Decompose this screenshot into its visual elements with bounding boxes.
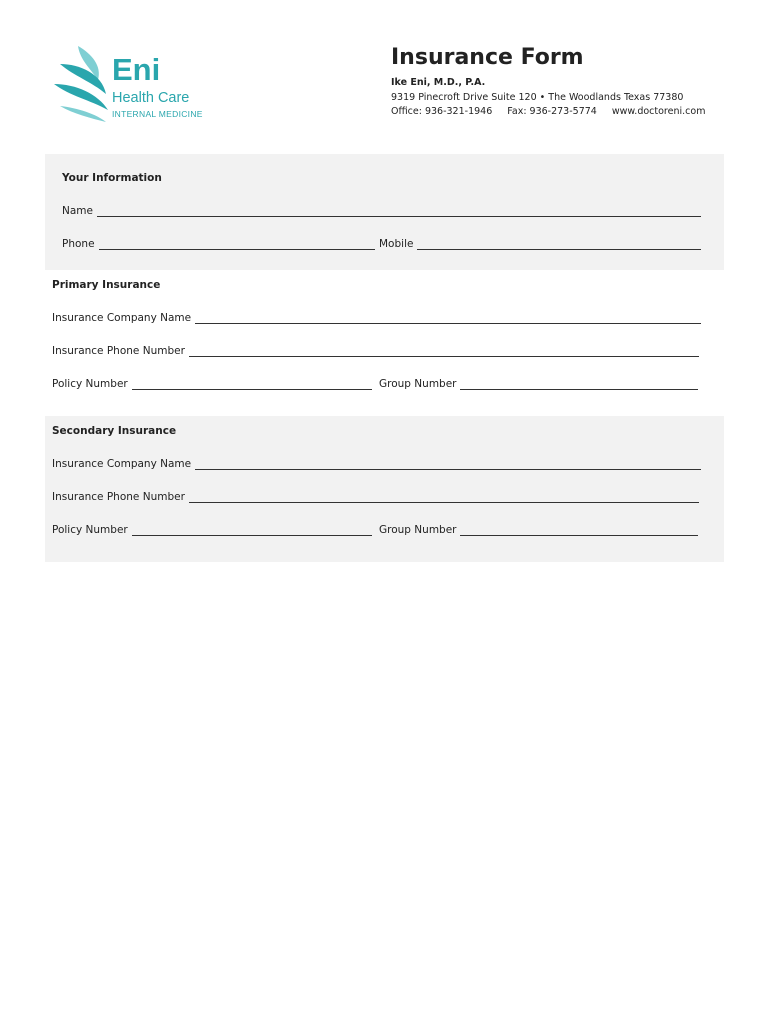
group-field[interactable] — [460, 379, 698, 390]
page-title: Insurance Form — [391, 45, 584, 70]
doctor-name: Ike Eni, M.D., P.A. — [391, 77, 486, 88]
office-phone: Office: 936-321-1946 — [391, 106, 493, 117]
company-field-row — [52, 458, 701, 470]
logo-brand: Eni — [112, 52, 161, 87]
phone-field[interactable] — [99, 239, 375, 250]
group-label: Group Number — [379, 378, 457, 390]
name-field-row — [62, 205, 701, 217]
policy-label: Policy Number — [52, 378, 128, 390]
policy-field[interactable] — [132, 379, 372, 390]
practice-address: 9319 Pinecroft Drive Suite 120 • The Woodlands Texas 77380 — [391, 92, 684, 103]
mobile-field-row — [379, 238, 701, 250]
company-label: Insurance Company Name — [52, 312, 192, 324]
contact-line — [391, 105, 751, 119]
phone-field-row — [62, 238, 375, 250]
section-title: Your Information — [62, 172, 162, 184]
your-information-section — [45, 154, 724, 270]
insurance-phone-label: Insurance Phone Number — [52, 345, 185, 357]
company-field-row — [52, 312, 701, 324]
group-label: Group Number — [379, 524, 457, 536]
group-field-row — [379, 378, 698, 390]
insurance-phone-field[interactable] — [189, 492, 699, 503]
section-title: Secondary Insurance — [52, 425, 177, 437]
policy-field-row — [52, 378, 372, 390]
mobile-field[interactable] — [417, 239, 701, 250]
name-field[interactable] — [97, 206, 701, 217]
primary-insurance-section — [45, 270, 724, 416]
mobile-label: Mobile — [379, 238, 414, 250]
name-label: Name — [62, 205, 93, 217]
policy-field[interactable] — [132, 525, 372, 536]
form-header — [391, 44, 751, 119]
company-label: Insurance Company Name — [52, 458, 192, 470]
company-field[interactable] — [195, 459, 701, 470]
insurance-phone-field[interactable] — [189, 346, 699, 357]
policy-label: Policy Number — [52, 524, 128, 536]
group-field[interactable] — [460, 525, 698, 536]
insurance-phone-field-row — [52, 491, 699, 503]
section-title: Primary Insurance — [52, 279, 161, 291]
company-field[interactable] — [195, 313, 701, 324]
website-link[interactable]: www.doctoreni.com — [611, 106, 706, 117]
secondary-insurance-section — [45, 416, 724, 562]
logo-subtitle: Health Care — [112, 90, 190, 106]
policy-field-row — [52, 524, 372, 536]
insurance-phone-field-row — [52, 345, 699, 357]
logo-tagline: INTERNAL MEDICINE — [112, 109, 203, 119]
fax-number: Fax: 936-273-5774 — [507, 106, 597, 117]
leaf-icon — [50, 44, 120, 124]
group-field-row — [379, 524, 698, 536]
phone-label: Phone — [62, 238, 95, 250]
logo — [50, 44, 220, 124]
insurance-phone-label: Insurance Phone Number — [52, 491, 185, 503]
